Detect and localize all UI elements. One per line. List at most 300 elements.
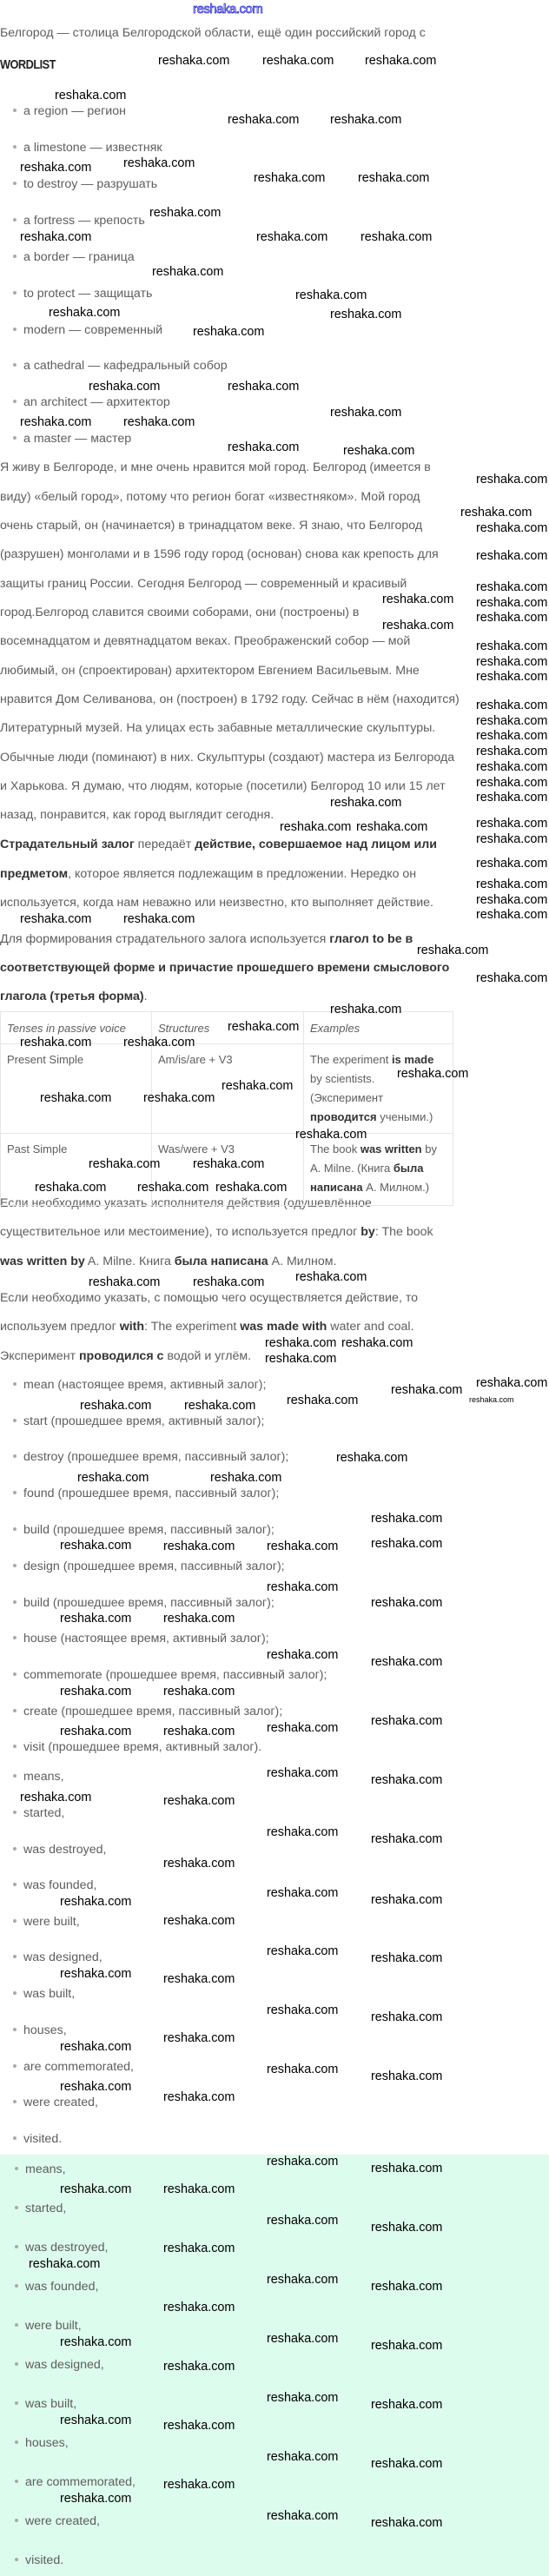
bullet-icon bbox=[15, 2519, 18, 2522]
watermark-text: reshaka.com bbox=[267, 2450, 339, 2464]
watermark-text: reshaka.com bbox=[267, 1648, 339, 1662]
watermark-text: reshaka.com bbox=[60, 2182, 132, 2196]
text-segment: , которое является подлежащим в предложении. Нередко он bbox=[68, 867, 417, 881]
watermark-text: reshaka.com bbox=[163, 1685, 235, 1699]
watermark-text: reshaka.com bbox=[80, 1399, 152, 1413]
list-item-text: was built, bbox=[23, 1987, 76, 2001]
bold-text: was written bbox=[360, 1142, 422, 1156]
watermark-text: reshaka.com bbox=[60, 2040, 132, 2054]
watermark-text: reshaka.com bbox=[267, 2273, 339, 2287]
watermark-text: reshaka.com bbox=[391, 1383, 463, 1397]
wordlist-item bbox=[13, 321, 162, 339]
watermark-text: reshaka.com bbox=[163, 2242, 235, 2255]
list-item-text: started, bbox=[25, 2202, 67, 2215]
watermark-text: reshaka.com bbox=[210, 1471, 282, 1485]
watermark-text: reshaka.com bbox=[267, 2509, 339, 2523]
text-line: назад, понравится, как город выглядит сегодня. bbox=[0, 808, 274, 822]
example-cell bbox=[304, 1134, 453, 1206]
watermark-text: reshaka.com bbox=[476, 580, 548, 594]
watermark-text: reshaka.com bbox=[163, 1540, 235, 1553]
text-segment: используем предлог bbox=[0, 1320, 120, 1334]
text-line: и Харькова. Я думаю, что людям, которые (посетили) Белгород 10 или 15 лет bbox=[0, 779, 446, 793]
watermark-text: reshaka.com bbox=[55, 89, 127, 103]
bold-text: was written by bbox=[0, 1255, 85, 1268]
wordlist-item bbox=[13, 285, 152, 302]
watermark-text: reshaka.com bbox=[256, 230, 328, 244]
list-item-text: visit (прошедшее время, активный залог). bbox=[23, 1740, 262, 1754]
watermark-text: reshaka.com bbox=[222, 1079, 294, 1093]
usage-line bbox=[0, 1223, 433, 1241]
watermark-text: reshaka.com bbox=[476, 699, 548, 712]
watermark-text: reshaka.com bbox=[295, 1128, 367, 1142]
text-line: защиты границ России. Сегодня Белгород — современный и красивый bbox=[0, 577, 407, 591]
list-item-text: visited. bbox=[23, 2132, 63, 2146]
watermark-text: reshaka.com bbox=[330, 406, 402, 420]
watermark-text: reshaka.com bbox=[476, 971, 548, 985]
text-line: город.Белгород славится своими соборами, они (построены) в bbox=[0, 606, 360, 619]
bullet-icon bbox=[15, 2480, 18, 2483]
watermark-text: reshaka.com bbox=[254, 171, 326, 185]
list-item-text: build (прошедшее время, пассивный залог); bbox=[23, 1523, 274, 1537]
answer-item bbox=[13, 1768, 64, 1785]
watermark-text: reshaka.com bbox=[371, 2221, 443, 2235]
bullet-icon bbox=[15, 2206, 18, 2209]
text-segment: by scientists. (Эксперимент bbox=[310, 1072, 384, 1104]
list-item-text: found (прошедшее время, пассивный залог); bbox=[23, 1487, 280, 1500]
watermark-text: reshaka.com bbox=[460, 506, 532, 520]
watermark-text: reshaka.com bbox=[371, 2516, 443, 2530]
watermark-text: reshaka.com bbox=[371, 2339, 443, 2353]
watermark-text: reshaka.com bbox=[215, 1181, 288, 1195]
wordlist-item bbox=[13, 212, 145, 229]
bold-text: глагола (третья форма) bbox=[0, 990, 144, 1003]
header-structures: Structures bbox=[152, 1012, 304, 1044]
wordlist-item bbox=[13, 394, 170, 411]
text-segment: Для формирования страдательного залога используется bbox=[0, 932, 330, 946]
bullet-icon bbox=[13, 1991, 17, 1995]
verb-form-item bbox=[13, 1558, 285, 1575]
watermark-text: reshaka.com bbox=[77, 1471, 149, 1485]
verb-form-item bbox=[13, 1448, 288, 1466]
watermark-text: reshaka.com bbox=[476, 857, 548, 871]
watermark-text: reshaka.com bbox=[371, 2010, 443, 2024]
list-item-text: a cathedral — кафедральный собор bbox=[23, 359, 228, 373]
watermark-text: reshaka.com bbox=[371, 1512, 443, 1526]
bullet-icon bbox=[13, 1672, 17, 1676]
watermark-text: reshaka.com bbox=[20, 230, 92, 244]
verb-form-item bbox=[13, 1413, 264, 1430]
watermark-text: reshaka.com bbox=[163, 2360, 235, 2374]
bullet-icon bbox=[13, 2028, 17, 2031]
watermark-text: reshaka.com bbox=[265, 1336, 337, 1350]
list-item-text: a fortress — крепость bbox=[23, 214, 145, 228]
watermark-text: reshaka.com bbox=[193, 325, 265, 339]
watermark-text: reshaka.com bbox=[29, 2257, 101, 2271]
watermark-text: reshaka.com bbox=[40, 1091, 112, 1105]
list-item-text: means, bbox=[25, 2162, 66, 2176]
list-item-text: were created, bbox=[25, 2514, 100, 2528]
watermark-text: reshaka.com bbox=[341, 1336, 413, 1350]
watermark-text: reshaka.com bbox=[123, 156, 195, 170]
watermark-text: reshaka.com bbox=[137, 1181, 209, 1195]
bold-text: was made with bbox=[240, 1320, 327, 1334]
text-line: Обычные люди (поминают) в них. Скульптуры (создают) мастера из Белгорода bbox=[0, 751, 455, 765]
answer-item bbox=[13, 2058, 134, 2076]
watermark-text: reshaka.com bbox=[267, 2003, 339, 2017]
wordlist-item bbox=[13, 175, 157, 193]
bold-text: by bbox=[360, 1225, 375, 1239]
watermark-text: reshaka.com bbox=[60, 1685, 132, 1699]
watermark-text: reshaka.com bbox=[365, 54, 437, 68]
grammar-line bbox=[0, 930, 413, 948]
list-item-text: destroy (прошедшее время, пассивный залог); bbox=[23, 1450, 289, 1464]
answer-item bbox=[13, 1913, 80, 1930]
list-item-text: house (настоящее время, активный залог); bbox=[23, 1632, 269, 1646]
watermark-text: reshaka.com bbox=[476, 611, 548, 625]
text-segment: используется, когда нам неважно или неизвестно, кто выполняет действие. bbox=[0, 896, 433, 910]
verb-form-item bbox=[13, 1630, 269, 1647]
text-segment: Эксперимент bbox=[0, 1349, 79, 1363]
bold-text: была написана bbox=[310, 1162, 424, 1194]
watermark-text: reshaka.com bbox=[476, 596, 548, 610]
usage-line bbox=[0, 1253, 336, 1270]
watermark-text: reshaka.com bbox=[163, 2182, 235, 2196]
wordlist-heading: WORDLIST bbox=[0, 57, 56, 72]
bullet-icon bbox=[13, 1491, 17, 1494]
watermark-text: reshaka.com bbox=[89, 1157, 161, 1171]
list-item-text: houses, bbox=[25, 2436, 69, 2450]
list-item-text: was built, bbox=[25, 2397, 77, 2411]
list-item-text: were built, bbox=[23, 1915, 80, 1929]
watermark-text: reshaka.com bbox=[228, 380, 300, 394]
list-item-text: means, bbox=[23, 1770, 64, 1784]
text-segment: The book bbox=[310, 1142, 360, 1156]
list-item-text: houses, bbox=[23, 2023, 67, 2037]
watermark-text: reshaka.com bbox=[60, 1967, 132, 1981]
watermark-text: reshaka.com bbox=[330, 796, 402, 810]
bullet-icon bbox=[13, 255, 17, 258]
watermark-text: reshaka.com bbox=[163, 2301, 235, 2314]
watermark-text: reshaka.com bbox=[163, 2090, 235, 2104]
answer-box-item bbox=[15, 2161, 66, 2178]
watermark-text: reshaka.com bbox=[476, 639, 548, 653]
watermark-text: reshaka.com bbox=[476, 760, 548, 774]
watermark-text: reshaka.com bbox=[163, 2419, 235, 2433]
text-segment: . bbox=[143, 990, 148, 1003]
watermark-text: reshaka.com bbox=[382, 619, 454, 632]
bullet-icon bbox=[13, 2064, 17, 2068]
text-segment: существительное или местоимение), то используется предлог bbox=[0, 1225, 361, 1239]
text-segment: учеными.) bbox=[376, 1110, 433, 1123]
text-segment: : The book bbox=[374, 1225, 433, 1239]
header-examples: Examples bbox=[304, 1012, 453, 1044]
watermark-text: reshaka.com bbox=[476, 817, 548, 831]
wordlist-item bbox=[13, 357, 228, 374]
watermark-text: reshaka.com bbox=[163, 1612, 235, 1626]
grammar-line bbox=[0, 836, 437, 853]
watermark-text: reshaka.com bbox=[330, 113, 402, 127]
text-line: (разрушен) монголами и в 1596 году город (основан) снова как крепость для bbox=[0, 547, 439, 561]
watermark-text: reshaka.com bbox=[49, 306, 121, 320]
wordlist-item bbox=[13, 248, 135, 266]
watermark-text: reshaka.com bbox=[476, 908, 548, 922]
list-item-text: was founded, bbox=[25, 2280, 99, 2294]
verb-form-item bbox=[13, 1738, 261, 1756]
watermark-text: reshaka.com bbox=[267, 1580, 339, 1594]
text-segment: Если необходимо указать, с помощью чего осуществляется действие, то bbox=[0, 1291, 419, 1305]
bullet-icon bbox=[13, 2100, 17, 2103]
watermark-text: reshaka.com bbox=[267, 1540, 339, 1553]
watermark-text: reshaka.com bbox=[397, 1067, 469, 1081]
bold-text: была написана bbox=[174, 1255, 268, 1268]
bold-text: проводится bbox=[310, 1110, 377, 1123]
list-item-text: was founded, bbox=[23, 1878, 97, 1892]
text-line: Литературный музей. На улицах есть забавные металлические скульптуры. bbox=[0, 721, 436, 735]
watermark-text: reshaka.com bbox=[60, 1612, 132, 1626]
watermark-text: reshaka.com bbox=[476, 832, 548, 846]
list-item-text: were created, bbox=[23, 2096, 98, 2109]
watermark-text: reshaka.com bbox=[60, 1539, 132, 1553]
watermark-text: reshaka.com bbox=[343, 444, 415, 458]
answer-item bbox=[13, 2130, 62, 2148]
bullet-icon bbox=[13, 182, 17, 185]
list-item-text: was designed, bbox=[25, 2358, 104, 2372]
wordlist-item bbox=[13, 430, 131, 447]
bullet-icon bbox=[13, 1709, 17, 1712]
list-item-text: a master — мастер bbox=[23, 432, 132, 446]
header-tenses: Tenses in passive voice bbox=[1, 1012, 152, 1044]
text-segment: : The experiment bbox=[144, 1320, 241, 1334]
watermark-text: reshaka.com bbox=[356, 820, 428, 834]
watermark-text: reshaka.com bbox=[417, 944, 489, 957]
bullet-icon bbox=[15, 2558, 18, 2561]
answer-item bbox=[13, 1877, 96, 1894]
watermark-text: reshaka.com bbox=[476, 670, 548, 684]
text-segment: by A. Milne. (Книга bbox=[310, 1142, 437, 1175]
text-line: восемнадцатом и девятнадцатом веках. Преображенский собор — мой bbox=[0, 634, 411, 648]
watermark-text: reshaka.com bbox=[371, 1951, 443, 1965]
watermark-text: reshaka.com bbox=[382, 593, 454, 606]
usage-line bbox=[0, 1289, 418, 1307]
watermark-text: reshaka.com bbox=[163, 2478, 235, 2492]
watermark-text: reshaka.com bbox=[371, 1596, 443, 1610]
bullet-icon bbox=[13, 1600, 17, 1604]
watermark-text: reshaka.com bbox=[20, 912, 92, 926]
list-item-text: was destroyed, bbox=[25, 2241, 109, 2255]
watermark-text: reshaka.com bbox=[371, 1832, 443, 1846]
watermark-text: reshaka.com bbox=[267, 2214, 339, 2228]
text-line: нравится Дом Селиванова, он (построен) в 1792 году. Сейчас в нём (находится) bbox=[0, 692, 460, 706]
watermark-text: reshaka.com bbox=[60, 2414, 132, 2427]
text-line: Я живу в Белгороде, и мне очень нравится мой город. Белгород (имеется в bbox=[0, 460, 431, 474]
grammar-line bbox=[0, 959, 449, 977]
verb-form-item bbox=[13, 1485, 279, 1502]
watermark-text: reshaka.com bbox=[476, 473, 548, 487]
list-item-text: an architect — архитектор bbox=[23, 395, 170, 409]
watermark-text: reshaka.com bbox=[360, 230, 433, 244]
answer-box-item bbox=[15, 2356, 104, 2374]
bullet-icon bbox=[13, 1955, 17, 1958]
watermark-text: reshaka.com bbox=[371, 2457, 443, 2471]
text-segment: А. Милном.) bbox=[362, 1181, 430, 1194]
watermark-text: reshaka.com bbox=[20, 161, 92, 175]
list-item-text: a border — граница bbox=[23, 250, 135, 264]
watermark-text: reshaka.com bbox=[123, 912, 195, 926]
watermark-text: reshaka.com bbox=[267, 2391, 339, 2405]
watermark-text: reshaka.com bbox=[228, 440, 300, 454]
watermark-text: reshaka.com bbox=[476, 877, 548, 891]
answer-box-item bbox=[15, 2513, 100, 2530]
verb-form-item bbox=[13, 1376, 266, 1394]
bullet-icon bbox=[13, 1883, 17, 1886]
watermark-text: reshaka.com bbox=[163, 1857, 235, 1871]
bullet-icon bbox=[15, 2440, 18, 2444]
list-item-text: were built, bbox=[25, 2319, 82, 2333]
bullet-icon bbox=[13, 1847, 17, 1851]
watermark-text: reshaka.com bbox=[163, 1794, 235, 1808]
watermark-text: reshaka.com bbox=[476, 729, 548, 743]
answer-box-item bbox=[15, 2317, 82, 2334]
list-item-text: build (прошедшее время, пассивный залог); bbox=[23, 1596, 274, 1610]
watermark-text: reshaka.com bbox=[163, 1914, 235, 1928]
list-item-text: to destroy — разрушать bbox=[23, 177, 158, 191]
watermark-text: reshaka.com bbox=[143, 1091, 215, 1105]
watermark-text: reshaka.com bbox=[89, 380, 161, 394]
watermark-text: reshaka.com bbox=[476, 714, 548, 728]
text-segment: водой и углём. bbox=[163, 1349, 252, 1363]
watermark-text: reshaka.com bbox=[60, 1895, 132, 1909]
text-segment: Если необходимо указать исполнителя действия (одушевлённое bbox=[0, 1196, 372, 1210]
bullet-icon bbox=[13, 1745, 17, 1748]
bullet-icon bbox=[15, 2167, 18, 2170]
watermark-text: reshaka.com bbox=[267, 2332, 339, 2346]
answer-item bbox=[13, 1949, 103, 1966]
list-item-text: was destroyed, bbox=[23, 1843, 107, 1857]
text-segment: The experiment bbox=[310, 1053, 392, 1066]
text-segment: А. Милном. bbox=[268, 1255, 337, 1268]
list-item-text: started, bbox=[23, 1806, 65, 1820]
watermark-text: reshaka.com bbox=[20, 1791, 92, 1805]
bold-text: is made bbox=[391, 1053, 434, 1066]
watermark-text: reshaka.com bbox=[158, 54, 230, 68]
watermark-text: reshaka.com bbox=[287, 1394, 359, 1407]
watermark-text: reshaka.com bbox=[476, 655, 548, 669]
bullet-icon bbox=[13, 1382, 17, 1386]
answer-box-item bbox=[15, 2552, 63, 2569]
answer-box-item bbox=[15, 2239, 108, 2256]
bullet-icon bbox=[13, 328, 17, 331]
grammar-line bbox=[0, 894, 433, 911]
list-item-text: start (прошедшее время, активный залог); bbox=[23, 1414, 265, 1428]
watermark-text: reshaka.com bbox=[476, 791, 548, 805]
bullet-icon bbox=[13, 363, 17, 367]
answer-box-item bbox=[15, 2200, 66, 2217]
text-segment: water and coal. bbox=[327, 1320, 414, 1334]
tense-cell: Present Simple bbox=[1, 1044, 152, 1134]
bullet-icon bbox=[13, 218, 17, 222]
answer-item bbox=[13, 2094, 98, 2111]
list-item-text: are commemorated, bbox=[23, 2060, 134, 2074]
example-cell bbox=[304, 1044, 453, 1134]
watermark-text: reshaka.com bbox=[267, 1766, 339, 1780]
watermark-text: reshaka.com bbox=[149, 206, 222, 220]
verb-form-item bbox=[13, 1521, 274, 1539]
answer-box-item bbox=[15, 2278, 98, 2295]
site-logo[interactable]: reshaka.com bbox=[193, 2, 263, 17]
bullet-icon bbox=[15, 2323, 18, 2327]
watermark-text: reshaka.com bbox=[123, 415, 195, 429]
watermark-text: reshaka.com bbox=[35, 1181, 107, 1195]
bold-text: соответствующей форме и причастие прошедшего времени смыслового bbox=[0, 961, 450, 975]
text-line: любимый, он (спроектирован) архитектором Евгением Васильевым. Мне bbox=[0, 664, 420, 678]
watermark-text: reshaka.com bbox=[89, 1275, 161, 1289]
structure-cell: Was/were + V3 bbox=[152, 1134, 304, 1206]
tense-cell: Past Simple bbox=[1, 1134, 152, 1206]
bold-text: предметом bbox=[0, 867, 69, 881]
bold-text: проводился с bbox=[78, 1349, 164, 1363]
bullet-icon bbox=[13, 1919, 17, 1923]
watermark-text: reshaka.com bbox=[60, 2080, 132, 2094]
watermark-text: reshaka.com bbox=[60, 2492, 132, 2506]
watermark-text: reshaka.com bbox=[267, 1944, 339, 1958]
bullet-icon bbox=[13, 145, 17, 149]
text-segment: передаёт bbox=[134, 838, 195, 851]
grammar-line bbox=[0, 865, 416, 883]
watermark-text: reshaka.com bbox=[371, 2398, 443, 2412]
answer-box-item bbox=[15, 2473, 136, 2491]
bullet-icon bbox=[13, 109, 17, 112]
list-item-text: mean (настоящее время, активный залог); bbox=[23, 1378, 267, 1392]
answer-box-item bbox=[15, 2395, 76, 2413]
bold-text: Страдательный залог bbox=[0, 838, 135, 851]
list-item-text: modern — современный bbox=[23, 323, 163, 337]
grammar-line bbox=[0, 988, 148, 1005]
list-item-text: visited. bbox=[25, 2553, 64, 2567]
answer-item bbox=[13, 1841, 106, 1858]
bullet-icon bbox=[13, 1774, 17, 1778]
watermark-text: reshaka.com bbox=[336, 1451, 408, 1465]
text-segment: A. Milne. Книга bbox=[84, 1255, 175, 1268]
watermark-text: reshaka.com bbox=[265, 1352, 337, 1366]
bullet-icon bbox=[13, 1811, 17, 1814]
bullet-icon bbox=[15, 2362, 18, 2366]
answer-item bbox=[13, 1985, 75, 2003]
watermark-text: reshaka.com bbox=[295, 288, 367, 302]
bullet-icon bbox=[13, 2136, 17, 2140]
watermark-text: reshaka.com bbox=[476, 745, 548, 758]
bullet-icon bbox=[13, 1564, 17, 1567]
list-item-text: was designed, bbox=[23, 1950, 103, 1964]
intro-text: Белгород — столица Белгородской области, ещё один российский город с bbox=[0, 26, 426, 40]
watermark-text: reshaka.com bbox=[371, 1773, 443, 1787]
watermark-text: reshaka.com bbox=[371, 2069, 443, 2083]
bullet-icon bbox=[13, 1454, 17, 1458]
watermark-text: reshaka.com bbox=[228, 113, 300, 127]
answer-item bbox=[13, 2022, 67, 2039]
list-item-text: a limestone — известняк bbox=[23, 141, 162, 155]
bullet-icon bbox=[15, 2284, 18, 2288]
watermark-text: reshaka.com bbox=[163, 2031, 235, 2045]
bullet-icon bbox=[13, 1636, 17, 1639]
watermark-text: reshaka.com bbox=[60, 1725, 132, 1738]
watermark-text: reshaka.com bbox=[267, 1721, 339, 1735]
bullet-icon bbox=[13, 1419, 17, 1422]
watermark-text: reshaka.com bbox=[371, 1893, 443, 1907]
bold-text: действие, совершаемое над лицом или bbox=[195, 838, 438, 851]
bullet-icon bbox=[15, 2245, 18, 2248]
usage-line bbox=[0, 1318, 414, 1335]
watermark-text: reshaka.com bbox=[163, 1972, 235, 1986]
